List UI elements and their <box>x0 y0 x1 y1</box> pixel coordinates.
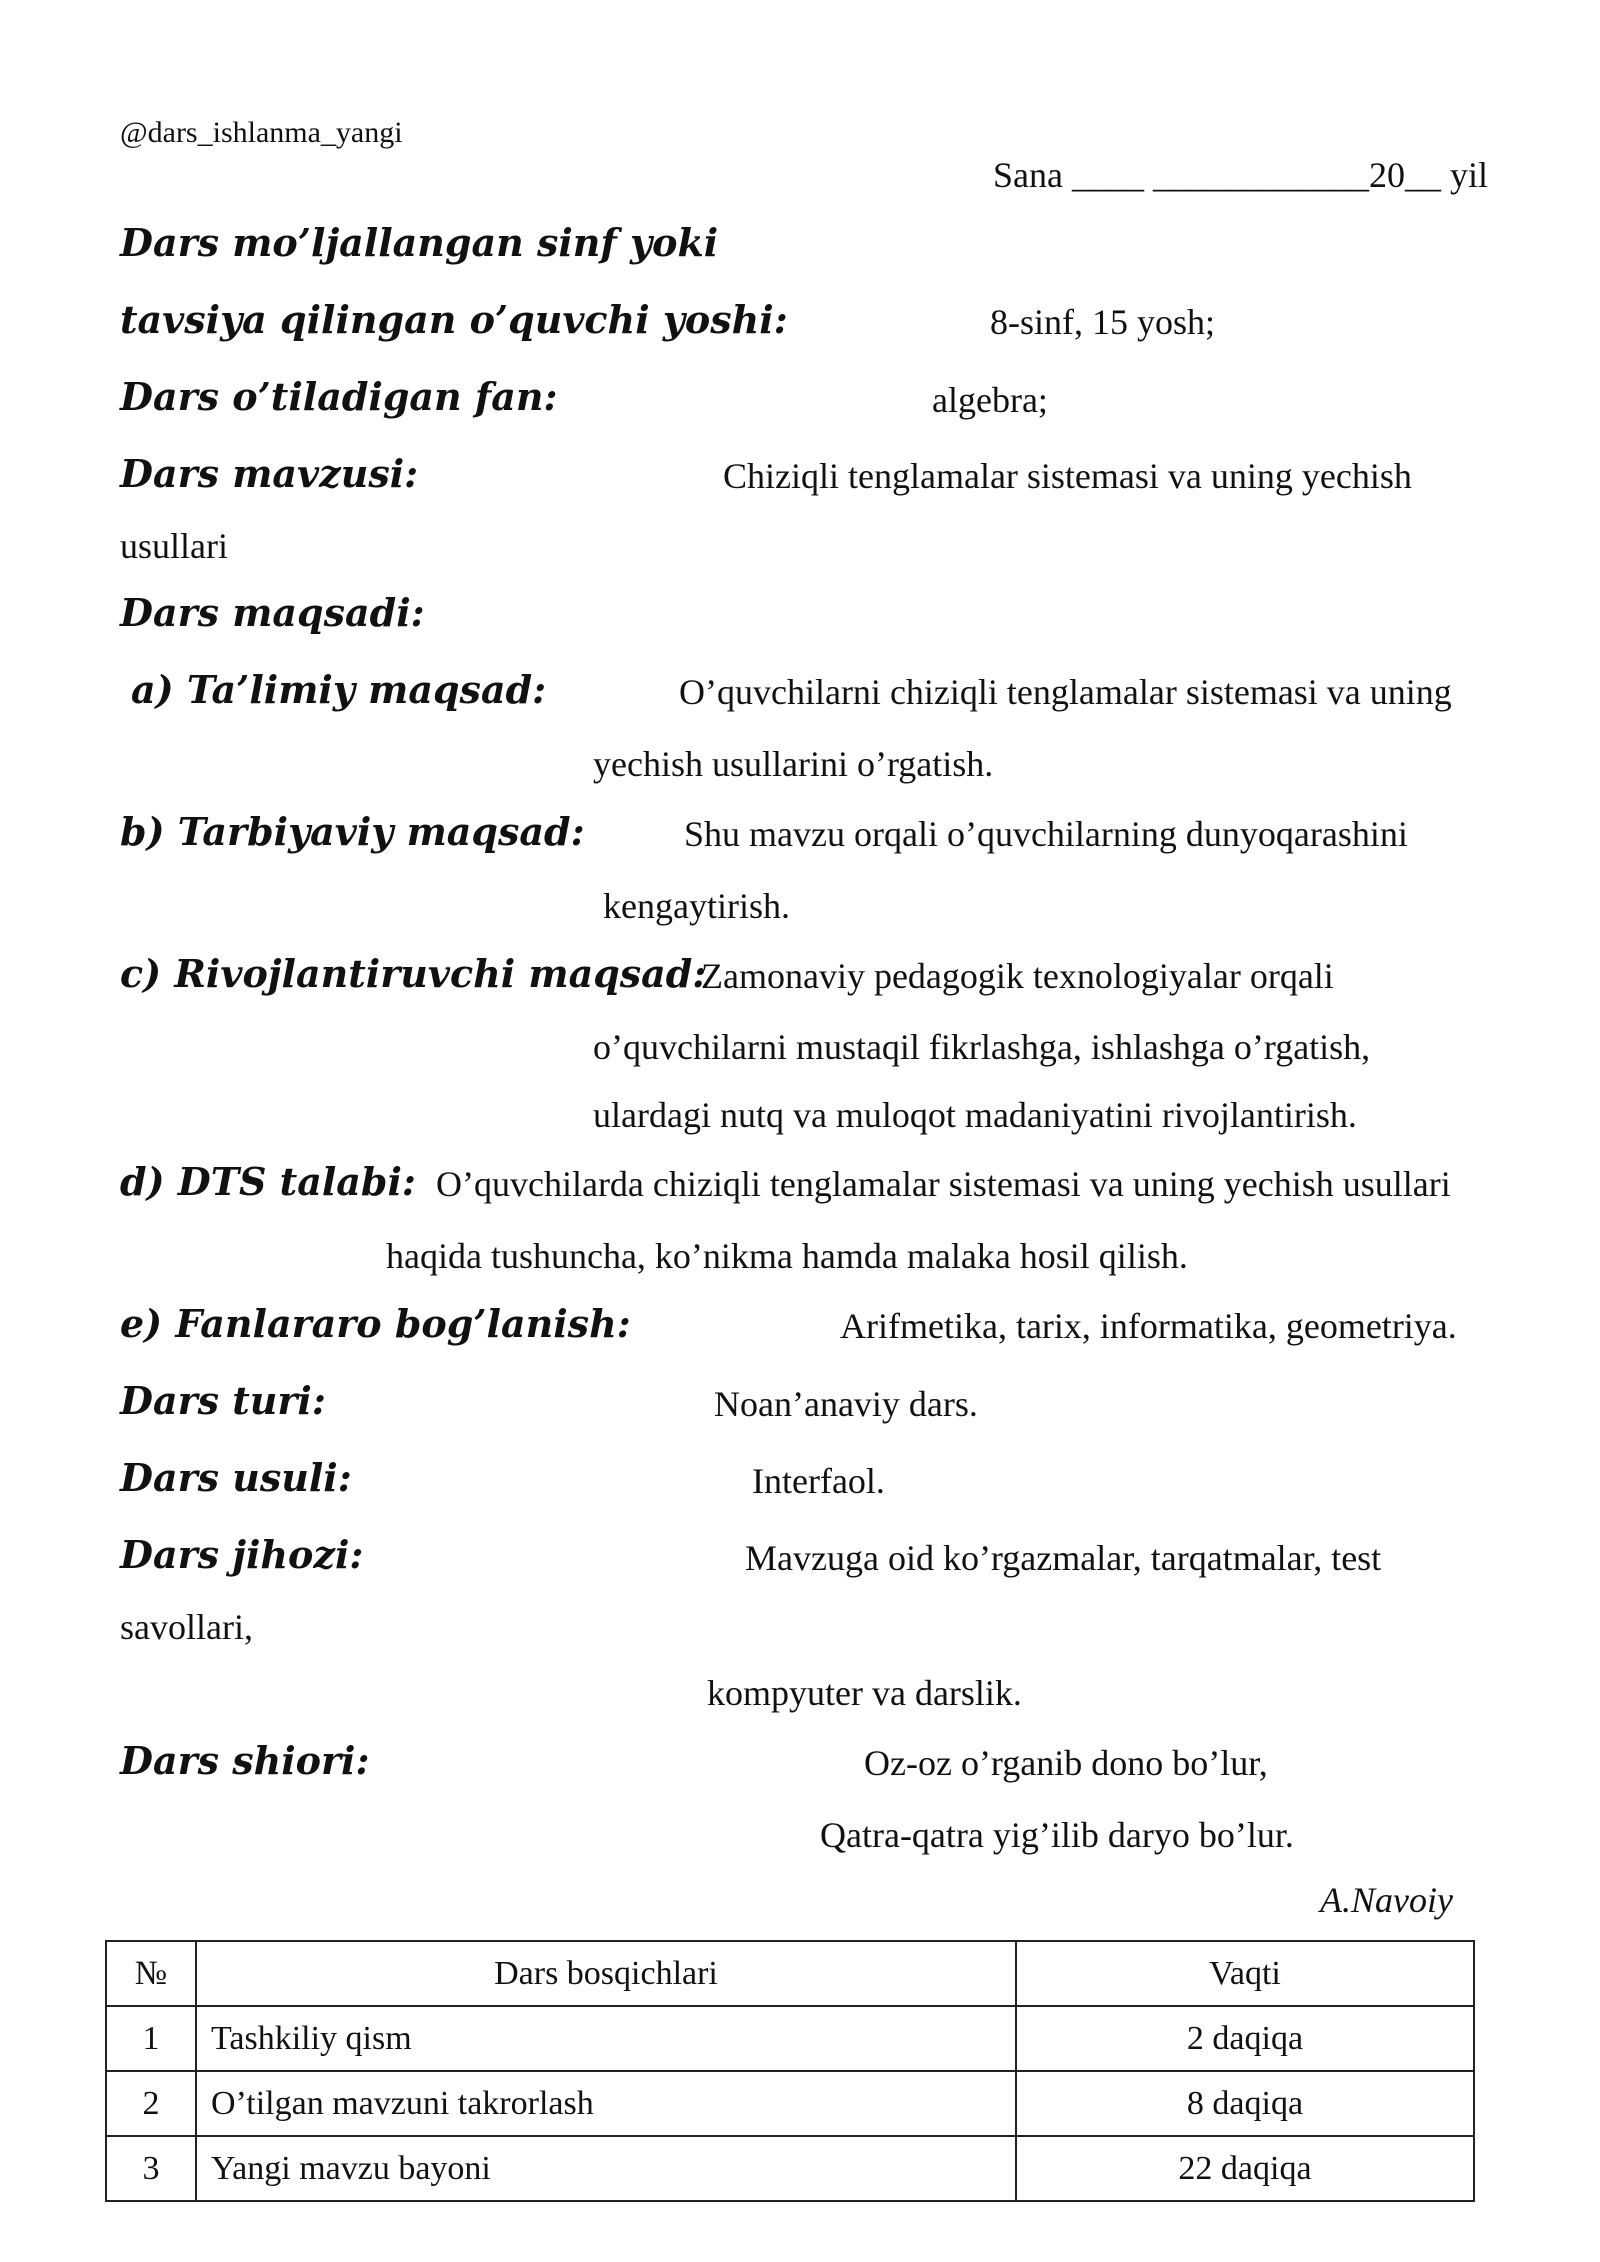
dts-label: d) DTS talabi: <box>120 1159 416 1204</box>
jihozi-line3: kompyuter va darslik. <box>707 1673 1022 1713</box>
shiori-line2: Qatra-qatra yig’ilib daryo bo’lur. <box>820 1815 1294 1855</box>
sinf-label-line1: Dars mo’ljallangan sinf yoki <box>120 220 719 265</box>
table-row <box>106 2071 1474 2136</box>
row-number: 3 <box>106 2136 196 2201</box>
row-number: 1 <box>106 2006 196 2071</box>
sinf-label-line2: tavsiya qilingan o’quvchi yoshi: <box>120 297 788 342</box>
rivoj-line3: ulardagi nutq va muloqot madaniyatini rivojlantirish. <box>593 1095 1357 1135</box>
table-row <box>106 2006 1474 2071</box>
row-stage: Yangi mavzu bayoni <box>196 2136 1016 2201</box>
header-stages: Dars bosqichlari <box>196 1941 1016 2006</box>
dts-line2: haqida tushuncha, ko’nikma hamda malaka hosil qilish. <box>386 1236 1188 1276</box>
header-number: № <box>106 1941 196 2006</box>
row-number: 2 <box>106 2071 196 2136</box>
row-time: 22 daqiqa <box>1016 2136 1474 2201</box>
table-header-row <box>106 1941 1474 2006</box>
turi-value: Noan’anaviy dars. <box>714 1384 978 1424</box>
row-stage: Tashkiliy qism <box>196 2006 1016 2071</box>
talimiy-label: a) Ta’limiy maqsad: <box>131 667 547 712</box>
jihozi-label: Dars jihozi: <box>120 1532 364 1577</box>
jihozi-line1: Mavzuga oid ko’rgazmalar, tarqatmalar, test <box>745 1538 1382 1578</box>
fan-value: algebra; <box>932 380 1048 420</box>
usuli-label: Dars usuli: <box>120 1455 352 1500</box>
mavzu-value-line2: usullari <box>120 526 228 566</box>
sinf-value: 8-sinf, 15 yosh; <box>990 302 1215 342</box>
mavzu-value-line1: Chiziqli tenglamalar sistemasi va uning yechish <box>723 456 1412 496</box>
row-time: 2 daqiqa <box>1016 2006 1474 2071</box>
rivoj-line1: Zamonaviy pedagogik texnologiyalar orqali <box>701 956 1334 996</box>
tarbiyaviy-line2: kengaytirish. <box>603 886 790 926</box>
jihozi-line2: savollari, <box>120 1607 253 1647</box>
fanlararo-label: e) Fanlararo bog’lanish: <box>120 1301 631 1346</box>
fan-label: Dars o’tiladigan fan: <box>120 374 558 419</box>
talimiy-line2: yechish usullarini o’rgatish. <box>593 744 994 784</box>
rivoj-label: c) Rivojlantiruvchi maqsad: <box>120 951 707 996</box>
mavzu-label: Dars mavzusi: <box>120 451 419 496</box>
fanlararo-value: Arifmetika, tarix, informatika, geometriya. <box>840 1306 1457 1346</box>
row-time: 8 daqiqa <box>1016 2071 1474 2136</box>
rivoj-line2: o’quvchilarni mustaqil fikrlashga, ishlashga o’rgatish, <box>593 1027 1371 1067</box>
shiori-label: Dars shiori: <box>120 1738 370 1783</box>
tarbiyaviy-line1: Shu mavzu orqali o’quvchilarning dunyoqarashini <box>684 814 1408 854</box>
dts-line1: O’quvchilarda chiziqli tenglamalar sistemasi va uning yechish usullari <box>436 1164 1451 1204</box>
talimiy-line1: O’quvchilarni chiziqli tenglamalar sistemasi va uning <box>679 672 1452 712</box>
date-line: Sana ____ ____________20__ yil <box>993 155 1488 195</box>
lesson-stages-table <box>105 1940 1475 2202</box>
shiori-line1: Oz-oz o’rganib dono bo’lur, <box>864 1743 1268 1783</box>
turi-label: Dars turi: <box>120 1378 326 1423</box>
header-time: Vaqti <box>1016 1941 1474 2006</box>
maqsad-label: Dars maqsadi: <box>120 590 425 635</box>
usuli-value: Interfaol. <box>752 1461 885 1501</box>
row-stage: O’tilgan mavzuni takrorlash <box>196 2071 1016 2136</box>
table-row <box>106 2136 1474 2201</box>
tarbiyaviy-label: b) Tarbiyaviy maqsad: <box>120 809 585 854</box>
channel-handle: @dars_ishlanma_yangi <box>120 116 403 149</box>
shiori-author: A.Navoiy <box>1320 1880 1453 1920</box>
